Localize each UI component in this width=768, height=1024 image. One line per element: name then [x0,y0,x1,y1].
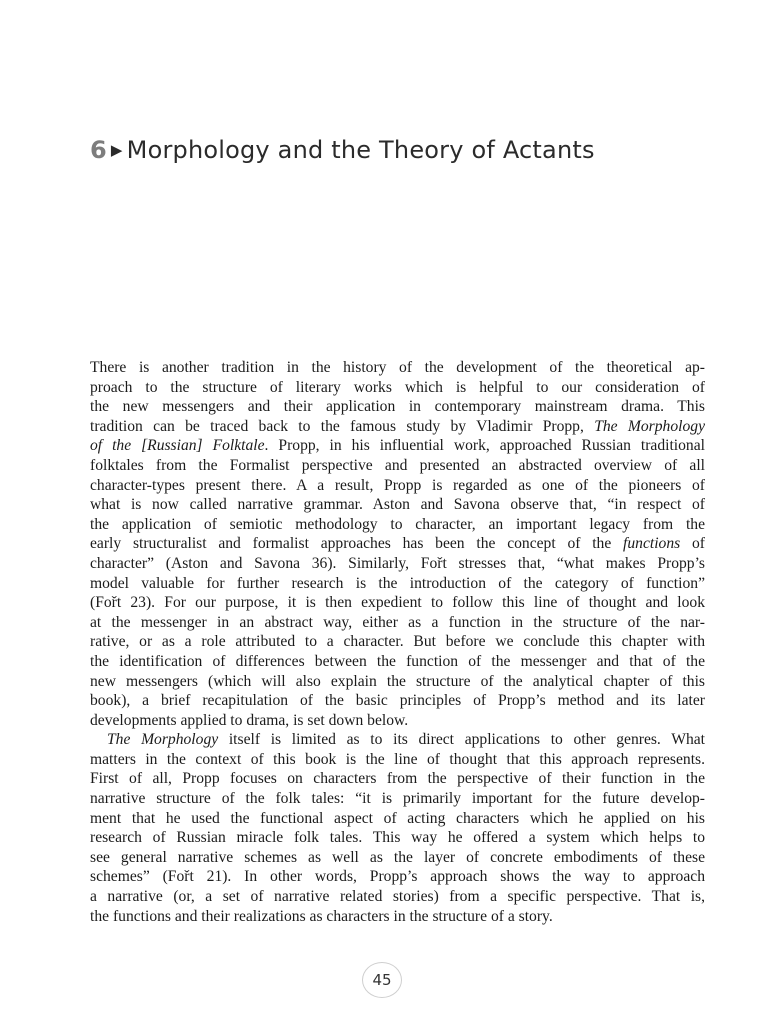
text-line: research of Russian miracle folk tales. This way he offered a system which helps to [90,829,705,847]
text-line: the functions and their realizations as characters in the structure of a story. [90,907,553,925]
text-line: rative, or as a role attributed to a character. But before we conclude this chapter with [90,633,705,651]
chapter-heading [90,136,595,164]
text-line: schemes” (Fořt 21). In other words, Propp’s approach shows the way to approach [90,868,705,886]
italic-title: of the [Russian] Folktale [90,437,265,455]
text-line: folktales from the Formalist perspective and presented an abstracted overview of all [90,456,705,474]
text-line: narrative structure of the folk tales: “it is primarily important for the future develop- [90,790,705,808]
text-line: the identification of differences between the function of the messenger and that of the [90,652,705,670]
chapter-title: Morphology and the Theory of Actants [126,136,595,164]
text-line: new messengers (which will also explain the structure of the analytical chapter of this [90,672,705,690]
text-line: at the messenger in an abstract way, either as a function in the structure of the nar- [90,613,705,631]
text-line [90,534,705,554]
text-line: what is now called narrative grammar. Aston and Savona observe that, “in respect of [90,496,705,514]
italic-title: The Morphology [594,417,705,435]
italic-title: The Morphology [107,731,219,749]
text-line: book), a brief recapitulation of the basic principles of Propp’s method and its later [90,692,705,710]
text-line: developments applied to drama, is set down below. [90,711,409,729]
page-number: 45 [362,962,402,998]
text-run: itself is limited as to its direct applications to other genres. What [218,731,705,749]
text-run: . Propp, in his influential work, approached Russian traditional [264,437,705,455]
italic-term: functions [623,535,681,553]
text-line: the application of semiotic methodology to character, an important legacy from the [90,515,705,533]
text-line: the new messengers and their application in contemporary mainstream drama. This [90,398,705,416]
text-line: ment that he used the functional aspect of acting characters which he applied on his [90,809,705,827]
text-line: matters in the context of this book is the line of thought that this approach represents. [90,750,705,768]
body-text [90,358,705,926]
text-line: proach to the structure of literary works which is helpful to our consideration of [90,378,705,396]
text-line: (Fořt 23). For our purpose, it is then expedient to follow this line of thought and look [90,594,705,612]
text-line: character” (Aston and Savona 36). Similarly, Fořt stresses that, “what makes Propp’s [90,554,705,572]
text-run: of [680,535,705,553]
text-line: see general narrative schemes as well as the layer of concrete embodiments of these [90,848,705,866]
text-line: First of all, Propp focuses on characters from the perspective of their function in the [90,770,705,788]
text-line: model valuable for further research is the introduction of the category of function” [90,574,705,592]
text-run: early structuralist and formalist approaches has been the concept of the [90,535,624,553]
text-line [90,436,705,456]
text-line [90,417,705,437]
paragraph-1 [90,358,705,730]
text-line: character-types present there. A a result, Propp is regarded as one of the pioneers of [90,476,705,494]
text-line: There is another tradition in the history of the development of the theoretical ap- [90,359,705,376]
paragraph-2 [90,730,705,926]
text-line: a narrative (or, a set of narrative related stories) from a specific perspective. That is, [90,888,705,906]
chapter-arrow-icon: ▶ [110,141,123,159]
chapter-number: 6 [90,136,107,164]
text-run: tradition can be traced back to the famous study by Vladimir Propp, [90,417,595,435]
text-line [90,730,705,750]
